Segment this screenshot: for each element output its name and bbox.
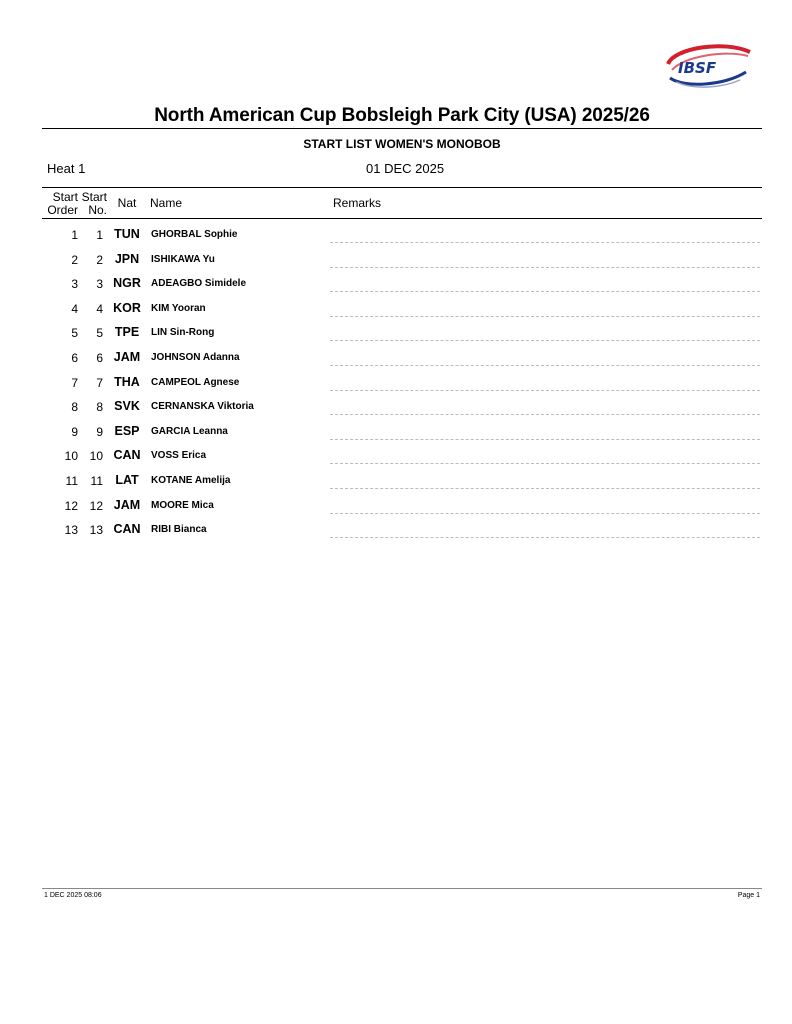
athlete-name: RIBI Bianca [151,524,207,536]
remarks-line [330,316,760,317]
athlete-name: JOHNSON Adanna [151,351,240,363]
start-order: 3 [71,277,78,292]
nation-code: ESP [114,423,140,438]
start-order: 6 [71,350,78,365]
table-row [0,468,792,493]
nation-code: JAM [113,497,141,512]
start-no: 13 [89,523,103,538]
column-header-start-no-line1: Start [81,190,107,204]
table-row [0,296,792,321]
start-order: 2 [71,252,78,267]
remarks-line [330,291,760,292]
page-title: North American Cup Bobsleigh Park City (USA) 2025/26 [154,105,650,126]
list-subtitle: START LIST WOMEN'S MONOBOB [303,137,501,151]
table-row [0,394,792,419]
start-no: 3 [96,277,103,292]
athlete-name: ISHIKAWA Yu [151,253,215,265]
nation-code: TUN [114,227,140,241]
table-row [0,222,792,247]
column-header-nat: Nat [117,196,137,210]
start-no: 10 [89,449,103,464]
column-header-start-order [44,191,78,217]
nation-code: TPE [114,325,140,340]
column-header-name: Name [150,196,183,210]
start-list-table [0,222,792,542]
column-header-start-no-line2: No. [88,203,107,217]
logo-text: IBSF [678,59,717,77]
table-row [0,247,792,272]
table-row [0,370,792,395]
nation-code: CAN [113,522,141,537]
start-order: 1 [71,228,78,242]
table-row [0,419,792,444]
nation-code: SVK [114,399,140,414]
start-order: 11 [65,473,78,488]
column-header-start-order-line2: Order [47,203,78,217]
nation-code: JAM [113,349,141,364]
header-top-divider [42,187,762,188]
start-no: 11 [90,473,103,488]
table-row [0,345,792,370]
column-header-start-order-line1: Start [52,190,78,204]
start-order: 9 [71,424,78,439]
table-row [0,320,792,345]
remarks-line [330,488,760,489]
athlete-name: LIN Sin-Rong [151,327,215,339]
start-order: 7 [71,375,78,390]
ibsf-logo [664,42,754,92]
column-header-remarks: Remarks [333,196,382,210]
athlete-name: CAMPEOL Agnese [151,376,240,388]
start-no: 9 [96,424,103,439]
nation-code: CAN [113,448,141,463]
start-no: 8 [96,400,103,415]
start-order: 10 [64,449,78,464]
nation-code: JPN [114,251,140,266]
remarks-line [330,390,760,391]
start-no: 1 [96,228,103,242]
remarks-line [330,439,760,440]
start-no: 2 [96,252,103,267]
start-no: 12 [89,498,103,513]
table-row [0,443,792,468]
start-no: 7 [96,375,103,390]
athlete-name: KIM Yooran [151,302,206,314]
column-header-start-no [80,191,107,217]
print-timestamp: 1 DEC 2025 08:06 [44,892,102,899]
heat-label: Heat 1 [47,161,86,176]
start-order: 5 [71,326,78,341]
page-number: Page 1 [737,892,760,899]
start-order: 13 [64,523,78,538]
athlete-name: GHORBAL Sophie [151,229,238,240]
footer-divider [42,888,762,889]
header-bottom-divider [42,218,762,219]
athlete-name: VOSS Erica [151,450,207,462]
remarks-line [330,267,760,268]
remarks-line [330,340,760,341]
remarks-line [330,242,760,243]
athlete-name: CERNANSKA Viktoria [151,401,254,413]
athlete-name: KOTANE Amelija [151,474,231,486]
start-no: 4 [96,301,103,316]
nation-code: NGR [113,276,141,291]
race-date: 01 DEC 2025 [366,161,445,176]
start-order: 4 [71,301,78,316]
remarks-line [330,365,760,366]
remarks-line [330,414,760,415]
nation-code: THA [114,374,140,389]
start-no: 6 [96,350,103,365]
athlete-name: ADEAGBO Simidele [151,278,247,290]
remarks-line [330,537,760,538]
athlete-name: GARCIA Leanna [151,425,228,437]
start-order: 8 [71,400,78,415]
start-no: 5 [96,326,103,341]
remarks-line [330,463,760,464]
nation-code: LAT [115,472,139,487]
table-row [0,493,792,518]
remarks-line [330,513,760,514]
table-row [0,271,792,296]
start-order: 12 [64,498,78,513]
table-row [0,517,792,542]
nation-code: KOR [113,300,141,315]
athlete-name: MOORE Mica [151,499,214,511]
title-divider [42,128,762,129]
